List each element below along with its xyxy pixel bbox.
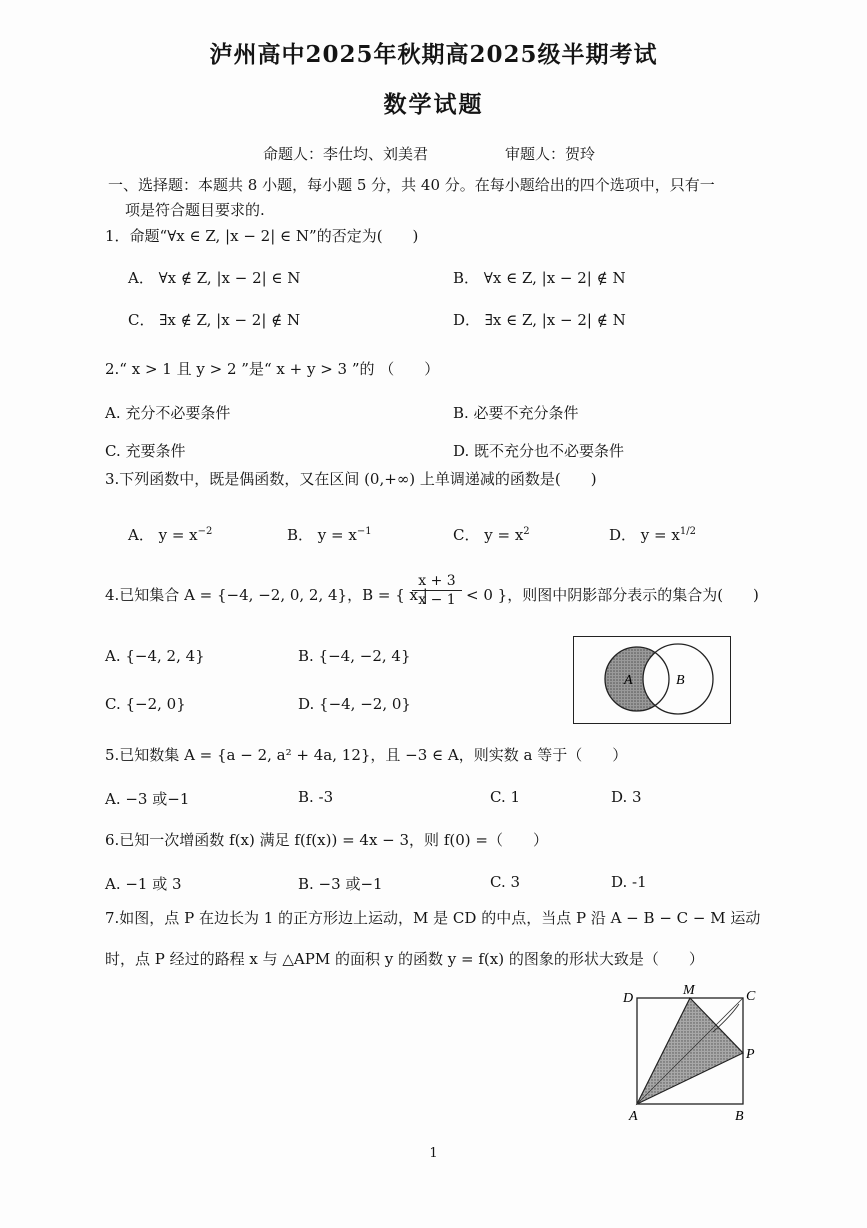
q3-option-b: B． $y = x^{-1}$ [287,526,372,544]
label-p: P [746,1047,755,1062]
q6-option-a: A. −1 或 3 [105,875,182,893]
label-d: D [623,991,634,1006]
venn-svg [574,637,729,722]
q4-option-a: A. {−4, 2, 4} [105,647,205,665]
q6-option-d: D. -1 [611,873,647,891]
square-figure [615,980,765,1125]
section-intro-line2: 项是符合题目要求的. [125,201,265,219]
q1-stem: 1．命题“∀x ∈ Z, |x − 2| ∈ N”的否定为( ) [105,227,419,245]
venn-label-b: B [676,673,685,688]
q2-stem: 2.“ x > 1 且 y > 2 ”是“ x + y > 3 ”的 （ ） [105,360,440,378]
q3-option-a: A． $y = x^{-2}$ [128,526,213,544]
label-c: C [746,989,756,1004]
q4-fraction [412,572,462,609]
page-number: 1 [429,1146,438,1161]
reviewer: 审题人：贺玲 [505,145,596,163]
q5-option-d: D. 3 [611,788,642,806]
q6-option-b: B. −3 或−1 [298,875,383,893]
q4-option-d: D. {−4, −2, 0} [298,695,411,713]
label-m: M [683,983,695,998]
q7-stem-line2: 时，点 P 经过的路程 x 与 △APM 的面积 y 的函数 y = f(x) 的图象的形状大致是（ ） [105,950,704,968]
q1-option-d: D． ∃x ∈ Z, |x − 2| ∉ N [453,311,626,329]
q2-option-b: B. 必要不充分条件 [453,404,579,422]
q3-stem: 3.下列函数中，既是偶函数，又在区间 (0,+∞) 上单调递减的函数是( ) [105,470,597,488]
q1-option-a: A． ∀x ∉ Z, |x − 2| ∈ N [128,269,301,287]
section-intro-line1: 一、选择题：本题共 8 小题，每小题 5 分，共 40 分。在每小题给出的四个选项中，只有一 [108,176,715,194]
q4-stem-part1: 4.已知集合 A = {−4, −2, 0, 2, 4}，B = { x | [105,586,428,604]
q3-option-d: D． $y = x^{1/2}$ [609,526,696,544]
q2-option-c: C. 充要条件 [105,442,186,460]
exam-subtitle: 数学试题 [383,91,484,118]
venn-diagram [573,636,731,724]
q4-option-c: C. {−2, 0} [105,695,186,713]
q5-option-b: B. -3 [298,788,334,806]
q7-stem-line1: 7.如图，点 P 在边长为 1 的正方形边上运动，M 是 CD 的中点，当点 P 沿 A − B − C − M 运动 [105,909,761,927]
q4-option-b: B. {−4, −2, 4} [298,647,411,665]
authors: 命题人：李仕均、刘美君 [263,145,429,163]
q4-stem-part2: < 0 }，则图中阴影部分表示的集合为( ) [466,586,759,604]
q5-option-a: A. −3 或−1 [105,790,190,808]
q3-option-c: C． $y = x^2$ [453,526,530,544]
q1-option-c: C． ∃x ∉ Z, |x − 2| ∉ N [128,311,301,329]
label-a: A [629,1109,638,1124]
q1-option-b: B． ∀x ∈ Z, |x − 2| ∉ N [453,269,626,287]
label-b: B [735,1109,744,1124]
exam-title: 泸州高中2025年秋期高2025级半期考试 [209,41,658,68]
q6-option-c: C. 3 [490,873,521,891]
q2-option-d: D. 既不充分也不必要条件 [453,442,625,460]
q5-option-c: C. 1 [490,788,521,806]
q5-stem: 5.已知数集 A = {a − 2, a² + 4a, 12}，且 −3 ∈ A，则实数 a 等于（ ） [105,746,628,764]
venn-label-a: A [624,673,633,688]
q4-fraction-numerator: x + 3 [412,572,462,591]
q4-fraction-denominator: x − 1 [418,592,456,608]
q6-stem: 6.已知一次增函数 f(x) 满足 f(f(x)) = 4x − 3，则 f(0) =（ ） [105,831,548,849]
q2-option-a: A. 充分不必要条件 [105,404,231,422]
